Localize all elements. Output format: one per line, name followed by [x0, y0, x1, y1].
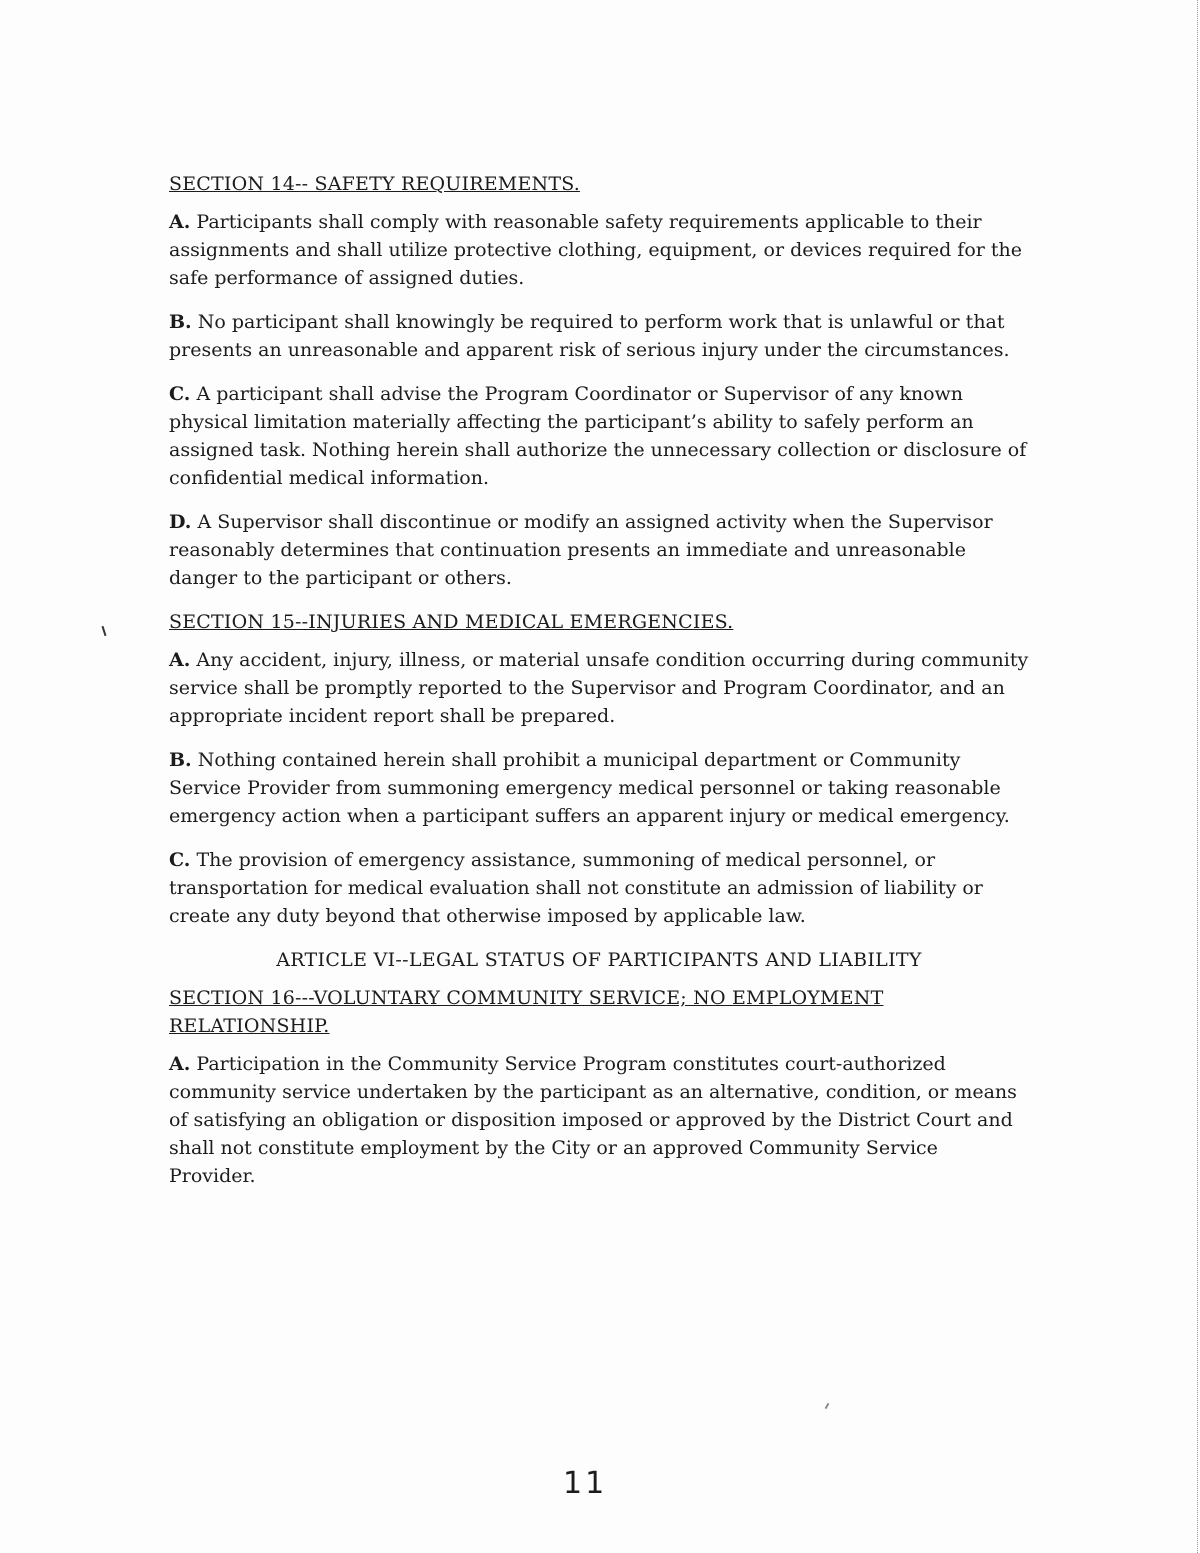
section-15-heading: SECTION 15--INJURIES AND MEDICAL EMERGENCIES.: [169, 611, 734, 633]
section-15-paragraph-c: [169, 846, 1029, 930]
paragraph-text: Any accident, injury, illness, or material unsafe condition occurring during community service shall be promptly reported to the Supervisor and Program Coordinator, and an appropriate incident report shall be prepared.: [169, 649, 1029, 727]
section-15-paragraph-b: [169, 746, 1029, 830]
stray-scan-mark: [102, 626, 107, 636]
paragraph-letter: D.: [169, 511, 192, 533]
section-14-paragraph-c: [169, 380, 1029, 492]
paragraph-text: No participant shall knowingly be required to perform work that is unlawful or that presents an unreasonable and apparent risk of serious injury under the circumstances.: [169, 311, 1010, 361]
page-number: 11: [563, 1466, 608, 1501]
section-14-paragraph-d: [169, 508, 1029, 592]
paragraph-letter: B.: [169, 749, 192, 771]
paragraph-letter: C.: [169, 383, 191, 405]
article-vi-heading: ARTICLE VI--LEGAL STATUS OF PARTICIPANTS AND LIABILITY: [276, 949, 922, 971]
section-14-paragraph-a: [169, 208, 1029, 292]
section-14-heading: SECTION 14-- SAFETY REQUIREMENTS.: [169, 173, 580, 195]
section-16-heading: SECTION 16---VOLUNTARY COMMUNITY SERVICE; NO EMPLOYMENT RELATIONSHIP.: [169, 987, 884, 1037]
paragraph-text: The provision of emergency assistance, summoning of medical personnel, or transportation for medical evaluation shall not constitute an admission of liability or create any duty beyond that otherwise imposed by applicable law.: [169, 849, 983, 927]
paragraph-letter: A.: [169, 649, 191, 671]
paragraph-text: Nothing contained herein shall prohibit a municipal department or Community Service Provider from summoning emergency medical personnel or taking reasonable emergency action when a participant suffers an apparent injury or medical emergency.: [169, 749, 1010, 827]
paragraph-letter: C.: [169, 849, 191, 871]
paragraph-letter: A.: [169, 211, 191, 233]
paragraph-text: Participants shall comply with reasonable safety requirements applicable to their assignments and shall utilize protective clothing, equipment, or devices required for the safe performance of assigned duties.: [169, 211, 1023, 289]
paragraph-text: A Supervisor shall discontinue or modify an assigned activity when the Supervisor reasonably determines that continuation presents an immediate and unreasonable danger to the participant or others.: [169, 511, 993, 589]
paragraph-letter: B.: [169, 311, 192, 333]
document-body: [169, 170, 1029, 1206]
paragraph-letter: A.: [169, 1053, 191, 1075]
stray-scan-speck: [825, 1403, 830, 1409]
paragraph-text: A participant shall advise the Program Coordinator or Supervisor of any known physical limitation materially affecting the participant’s ability to safely perform an assigned task. Nothing herein shall authorize the unnecessary collection or disclosure of confidential medical information.: [169, 383, 1027, 489]
scan-edge-line: [1197, 0, 1198, 1553]
section-14-paragraph-b: [169, 308, 1029, 364]
section-16-paragraph-a: [169, 1050, 1029, 1190]
section-15-paragraph-a: [169, 646, 1029, 730]
paragraph-text: Participation in the Community Service Program constitutes court-authorized community service undertaken by the participant as an alternative, condition, or means of satisfying an obligation or disposition imposed or approved by the District Court and shall not constitute employment by the City or an approved Community Service Provider.: [169, 1053, 1017, 1187]
